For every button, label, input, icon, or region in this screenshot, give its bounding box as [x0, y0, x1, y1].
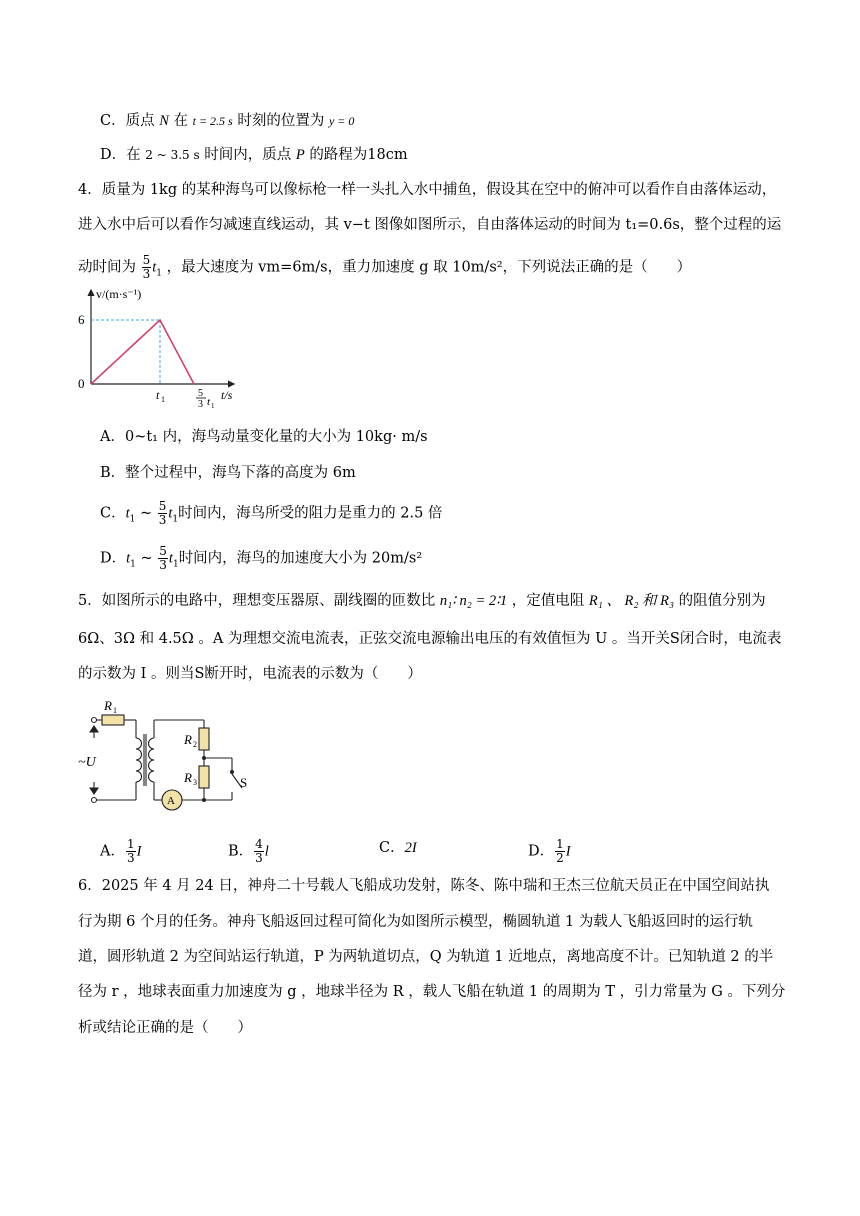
label-s: S: [240, 775, 248, 790]
q4-fraction: [142, 254, 152, 281]
q4-d-label: D．: [100, 550, 127, 567]
q4-frac-den: 3: [142, 267, 151, 281]
q4-d-text: 时间内，海鸟的加速度大小为 20m/s²: [178, 550, 423, 567]
q3-option-c: [100, 111, 354, 131]
q5-d-var: I: [565, 843, 571, 860]
q3-option-d: [100, 145, 408, 165]
q6-line-1: 6．2025 年 4 月 24 日，神舟二十号载人飞船成功发射，陈冬、陈中瑞和王杰三位航天员正在中国空间站执: [78, 878, 770, 894]
q5-c-label: C．: [379, 840, 405, 856]
q5-a-label: A．: [100, 843, 125, 860]
q3-d-var-p: P: [295, 147, 305, 163]
q5-b-num: 4: [255, 837, 263, 851]
q6-line-3: 道，圆形轨道 2 为空间站运行轨道，P 为两轨道切点，Q 为轨道 1 近地点，离地高度不计。已知轨道 2 的半: [78, 949, 774, 965]
label-r3: R: [184, 770, 192, 785]
vt-graph: [76, 284, 246, 409]
graph-ylabel: v/(m·s⁻¹): [96, 287, 142, 301]
q4-d-t1-sub: 1: [130, 559, 136, 570]
graph-frac-num: 5: [198, 388, 203, 399]
q5-l1-c: 的阻值分别为: [678, 593, 766, 609]
q4-line3-b: ，最大速度为 vm=6m/s，重力加速度 g 取 10m/s²，下列说法正确的是（ ）: [166, 259, 692, 276]
q4-option-d: [100, 545, 422, 574]
q6-line-5: 析或结论正确的是（ ）: [78, 1020, 252, 1036]
q4-c-frac-num: 5: [158, 499, 167, 513]
graph-frac-t-sub: 1: [211, 402, 215, 409]
q5-a-den: 3: [126, 851, 135, 865]
circuit-diagram: [72, 694, 262, 816]
q4-d-t1: t: [126, 550, 131, 567]
velocity-line: [91, 320, 194, 384]
q4-option-a: A．0~t₁ 内，海鸟动量变化量的大小为 10kg· m/s: [100, 429, 428, 445]
q5-c-val: 2I: [404, 840, 417, 856]
q4-c-frac-den: 3: [158, 513, 167, 527]
q3-c-text3: 时刻的位置为: [237, 113, 325, 129]
q4-line-3: [78, 254, 691, 283]
graph-frac-t: t: [207, 396, 211, 408]
q4-d-t1b-sub: 1: [172, 559, 179, 570]
q4-d-t1b: t: [168, 550, 173, 567]
q5-l1-b: ，定值电阻: [511, 593, 585, 609]
q5-b-label: B．: [228, 843, 254, 860]
q3-d-text: D．在: [100, 147, 141, 163]
q5-a-var: I: [136, 843, 142, 860]
label-r1-sub: 1: [113, 706, 117, 715]
q5-option-c: [379, 838, 417, 858]
label-r1: R: [104, 698, 112, 713]
q3-c-y: y = 0: [328, 114, 355, 128]
q5-option-a: [100, 838, 141, 865]
q5-d-den: 2: [556, 851, 564, 865]
graph-t1: t: [156, 388, 160, 402]
q3-c-text: C．质点: [100, 113, 155, 129]
q5-b-var: l: [264, 843, 269, 860]
q4-c-text: 时间内，海鸟所受的阻力是重力的 2.5 倍: [178, 505, 443, 522]
q3-c-text2: 在: [173, 113, 188, 129]
q5-l1-a: 5．如图所示的电路中，理想变压器原、副线圈的匝数比: [78, 593, 436, 609]
q5-option-d: [528, 838, 571, 865]
q5-line-3: 的示数为 I 。则当S断开时，电流表的示数为（ ）: [78, 666, 422, 682]
q3-c-var-n: N: [159, 113, 169, 129]
q5-l1-ratio: n₁∶ n₂ = 2∶1: [439, 593, 508, 609]
graph-origin: 0: [78, 376, 85, 391]
q3-c-time: t = 2.5 s: [192, 114, 233, 128]
q4-c-frac: [158, 500, 168, 527]
q3-d-range: 2 ~ 3.5 s: [145, 148, 200, 162]
q3-d-text2: 时间内，质点: [204, 147, 292, 163]
q3-d-text3: 的路程为18cm: [309, 147, 408, 163]
q5-l1-r: R₁ 、 R₂ 和 R₃: [588, 593, 675, 609]
q4-c-tilde: ~: [135, 505, 157, 522]
q4-line-2: 进入水中后可以看作匀减速直线运动，其 v−t 图像如图所示，自由落体运动的时间为 t₁=0.6s，整个过程的运: [78, 217, 782, 233]
resistor-r1: [102, 715, 124, 725]
q5-a-num: 1: [126, 837, 135, 851]
q4-d-frac-den: 3: [159, 558, 167, 572]
q4-option-c: [100, 500, 442, 529]
q4-line-1: 4．质量为 1kg 的某种海鸟可以像标枪一样一头扎入水中捕鱼，假设其在空中的俯冲可以看作自由落体运动，: [78, 182, 777, 198]
q4-t1: t: [152, 259, 157, 276]
resistor-r3: [199, 766, 209, 788]
q4-c-t1: t: [125, 505, 130, 522]
q5-b-frac: [254, 838, 264, 865]
q4-c-label: C．: [100, 505, 126, 522]
q6-line-4: 径为 r ，地球表面重力加速度为 g ，地球半径为 R ，载人飞船在轨道 1 的周期为 T ，引力常量为 G 。下列分: [78, 984, 786, 1000]
q4-c-t1-sub: 1: [129, 514, 136, 525]
q4-d-frac-num: 5: [159, 544, 167, 558]
q4-c-t1b: t: [168, 505, 173, 522]
q5-line-1: [78, 591, 766, 611]
q5-d-frac: [555, 838, 565, 865]
q4-t1-sub: 1: [156, 268, 163, 279]
label-a: A: [167, 795, 175, 807]
label-u: ~U: [78, 755, 96, 770]
q5-line-2: 6Ω、3Ω 和 4.5Ω 。A 为理想交流电流表，正弦交流电源输出电压的有效值恒为 U 。当开关S闭合时，电流表: [78, 631, 782, 647]
q5-b-den: 3: [255, 851, 263, 865]
q4-c-t1b-sub: 1: [172, 514, 179, 525]
label-r2: R: [184, 732, 192, 747]
graph-xlabel: t/s: [221, 388, 233, 402]
graph-y6: 6: [78, 312, 85, 327]
label-r2-sub: 2: [193, 740, 197, 749]
q5-d-label: D．: [528, 843, 555, 860]
q4-frac-num: 5: [142, 253, 151, 267]
q6-line-2: 行为期 6 个月的任务。神舟飞船返回过程可简化为如图所示模型，椭圆轨道 1 为载人飞船返回时的运行轨: [78, 914, 753, 930]
q4-d-tilde: ~: [135, 550, 158, 567]
graph-t1-sub: 1: [161, 395, 165, 404]
graph-frac-den: 3: [198, 399, 203, 409]
q4-d-frac: [158, 545, 168, 572]
resistor-r2: [199, 728, 209, 750]
q4-option-b: B．整个过程中，海鸟下落的高度为 6m: [100, 465, 356, 481]
q5-option-b: [228, 838, 269, 865]
q5-d-num: 1: [556, 837, 564, 851]
label-r3-sub: 3: [193, 778, 197, 787]
q4-line3-a: 动时间为: [78, 259, 136, 276]
q5-a-frac: [126, 838, 136, 865]
